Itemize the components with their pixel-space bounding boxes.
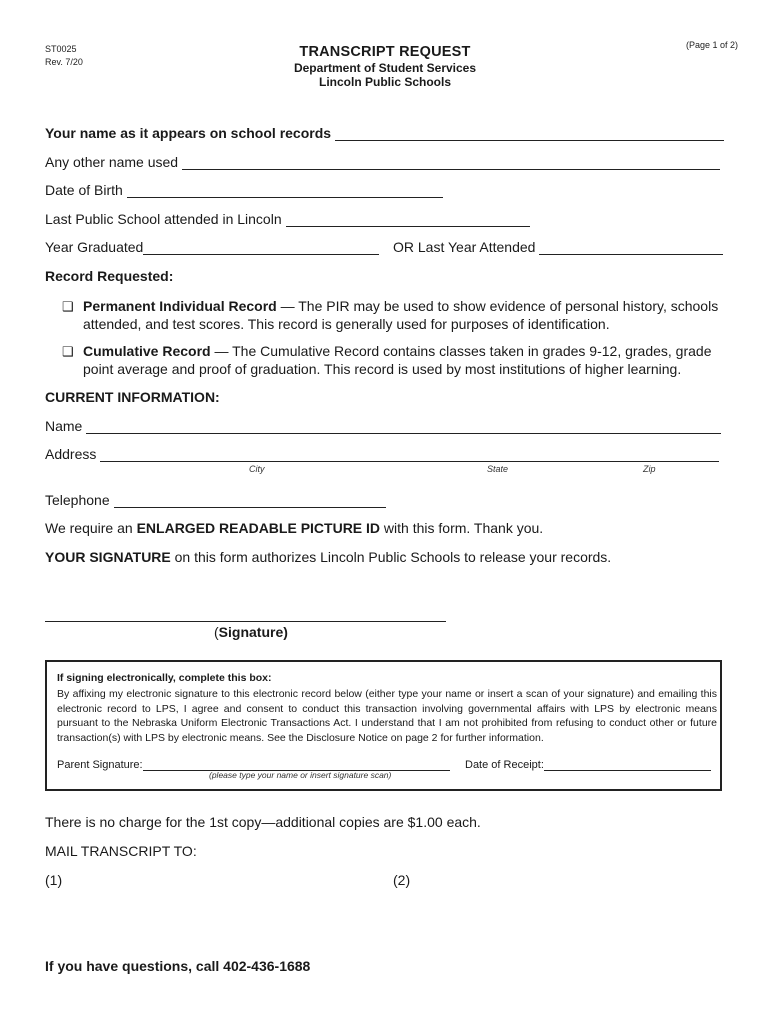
electronic-signature-consent: By affixing my electronic signature to this electronic record below (either type your name or insert a scan of your signature) and emailing this electronic record to LPS, I agree and consent to conduct this transaction involving governmental affairs with LPS by electronic means pursuant to the Nebraska Uniform Electronic Transactions Act. I understand that I am not prohibited from refusing to conduct other or future transaction(s) with LPS by electronic means. See the Disclosure Notice on page 2 for further information. bbox=[57, 688, 717, 744]
current-name-field[interactable] bbox=[86, 419, 721, 434]
telephone-row bbox=[45, 492, 386, 508]
mail-address-2-label: (2) bbox=[393, 872, 411, 888]
cumulative-text-line1: — The Cumulative Record contains classes taken in grades 9-12, grades, grade bbox=[210, 343, 712, 359]
signature-caption-open: ( bbox=[214, 624, 219, 640]
current-name-row bbox=[45, 418, 721, 434]
zip-caption: Zip bbox=[643, 464, 656, 474]
picture-id-note bbox=[45, 520, 543, 536]
cumulative-title: Cumulative Record bbox=[83, 343, 211, 359]
telephone-label: Telephone bbox=[45, 492, 110, 508]
electronic-signature-heading: If signing electronically, complete this box: bbox=[57, 672, 272, 684]
copy-charge-note: There is no charge for the 1st copy—additional copies are $1.00 each. bbox=[45, 814, 481, 830]
signature-authorization-note bbox=[45, 549, 611, 565]
form-title: TRANSCRIPT REQUEST bbox=[299, 44, 471, 60]
date-of-receipt-label: Date of Receipt: bbox=[465, 759, 544, 771]
address-field[interactable] bbox=[100, 447, 719, 462]
page-indicator: (Page 1 of 2) bbox=[686, 40, 739, 50]
mail-address-2-field[interactable] bbox=[393, 892, 723, 952]
parent-signature-label: Parent Signature: bbox=[57, 759, 143, 771]
signature-authorization-text: on this form authorizes Lincoln Public Schools to release your records. bbox=[170, 549, 612, 565]
school-name: Lincoln Public Schools bbox=[318, 75, 451, 89]
address-label: Address bbox=[45, 446, 97, 462]
cumulative-description bbox=[83, 342, 733, 378]
last-school-field[interactable] bbox=[286, 212, 530, 227]
mail-address-1-label: (1) bbox=[45, 872, 63, 888]
last-year-field[interactable] bbox=[539, 240, 723, 255]
year-graduated-field[interactable] bbox=[143, 240, 379, 255]
dob-row bbox=[45, 182, 443, 198]
last-school-label: Last Public School attended in Lincoln bbox=[45, 211, 282, 227]
telephone-field[interactable] bbox=[114, 493, 386, 508]
picture-id-note-emphasis: ENLARGED READABLE PICTURE ID bbox=[136, 520, 381, 536]
form-code: ST0025 bbox=[45, 44, 77, 54]
current-name-label: Name bbox=[45, 418, 83, 434]
picture-id-note-pre: We require an bbox=[45, 520, 137, 536]
questions-contact: If you have questions, call 402-436-1688 bbox=[45, 958, 311, 974]
city-caption: City bbox=[249, 464, 265, 474]
dob-field[interactable] bbox=[127, 183, 443, 198]
pir-text-line1: — The PIR may be used to show evidence of personal history, schools bbox=[276, 298, 719, 314]
school-records-name-field[interactable] bbox=[335, 126, 724, 141]
record-requested-heading: Record Requested: bbox=[45, 268, 174, 284]
state-caption: State bbox=[487, 464, 509, 474]
date-of-receipt-row bbox=[465, 758, 711, 771]
dob-label: Date of Birth bbox=[45, 182, 123, 198]
year-graduated-label: Year Graduated bbox=[45, 239, 144, 255]
cumulative-text-line2: point average and proof of graduation. This record is used by most institutions of higher learning. bbox=[83, 361, 682, 377]
pir-title: Permanent Individual Record bbox=[83, 298, 277, 314]
current-info-heading: CURRENT INFORMATION: bbox=[45, 389, 220, 405]
mail-transcript-heading: MAIL TRANSCRIPT TO: bbox=[45, 843, 197, 859]
electronic-signature-box bbox=[45, 660, 722, 791]
address-row bbox=[45, 446, 719, 462]
pir-description bbox=[83, 297, 733, 333]
pir-checkbox[interactable]: ❑ bbox=[62, 299, 74, 314]
pir-text-line2: attended, and test scores. This record is generally used for purposes of identification. bbox=[83, 316, 610, 332]
other-name-label: Any other name used bbox=[45, 154, 179, 170]
mail-address-1-field[interactable] bbox=[45, 892, 375, 952]
signature-caption bbox=[214, 624, 288, 640]
signature-line[interactable] bbox=[45, 621, 446, 622]
school-records-name-label: Your name as it appears on school records bbox=[45, 125, 332, 141]
other-name-row bbox=[45, 154, 720, 170]
picture-id-note-post: with this form. Thank you. bbox=[380, 520, 544, 536]
date-of-receipt-field[interactable] bbox=[544, 758, 711, 771]
last-year-label: OR Last Year Attended bbox=[393, 239, 536, 255]
parent-signature-hint: (please type your name or insert signature scan) bbox=[209, 770, 392, 780]
cumulative-checkbox[interactable]: ❑ bbox=[62, 344, 74, 359]
department-name: Department of Student Services bbox=[293, 61, 477, 75]
last-school-row bbox=[45, 211, 530, 227]
revision-date: Rev. 7/20 bbox=[45, 57, 83, 67]
signature-caption-label: Signature) bbox=[218, 624, 288, 640]
last-year-row bbox=[393, 239, 723, 255]
signature-authorization-emphasis: YOUR SIGNATURE bbox=[45, 549, 171, 565]
year-graduated-row bbox=[45, 239, 379, 255]
other-name-field[interactable] bbox=[182, 155, 720, 170]
school-records-name-row bbox=[45, 125, 724, 141]
